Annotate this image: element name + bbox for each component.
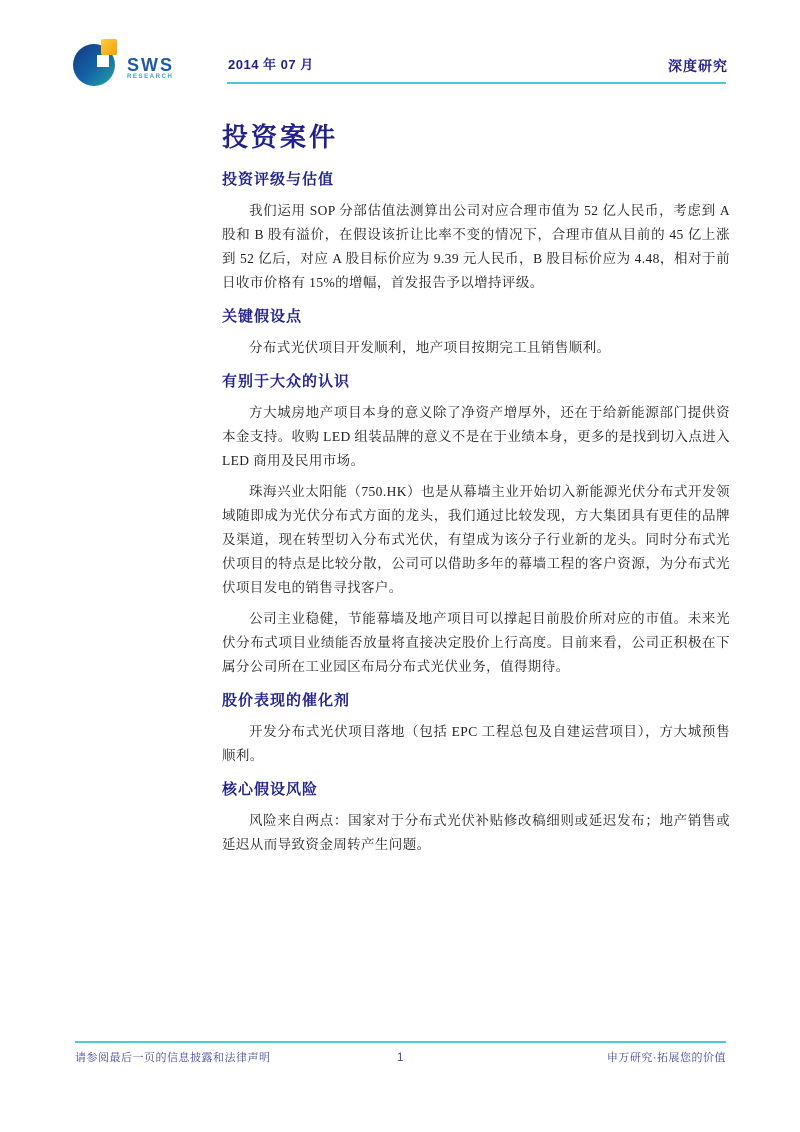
header-divider: [227, 82, 726, 84]
paragraph: 公司主业稳健，节能幕墙及地产项目可以撑起目前股价所对应的市值。未来光伏分布式项目业绩能否放量将直接决定股价上行高度。目前来看，公司正积极在下属分公司所在工业园区布局分布式光伏业务，值得期待。: [222, 611, 730, 674]
logo-subtext: RESEARCH: [127, 74, 174, 80]
section-key-assumptions: [222, 307, 730, 360]
section-rating-valuation: [222, 170, 730, 295]
report-body: [222, 120, 730, 864]
paragraph: 珠海兴业太阳能（750.HK）也是从幕墙主业开始切入新能源光伏分布式开发领域随即成为光伏分布式方面的龙头，我们通过比较发现，方大集团具有更佳的品牌及渠道，现在转型切入分布式光伏，有望成为该分子行业新的龙头。同时分布式光伏项目的特点是比较分散，公司可以借助多年的幕墙工程的客户资源，为分布式光伏项目发电的销售寻找客户。: [222, 484, 730, 595]
paragraph: 方大城房地产项目本身的意义除了净资产增厚外，还在于给新能源部门提供资本金支持。收购 LED 组装品牌的意义不是在于业绩本身，更多的是找到切入点进入 LED 商用及民用市场。: [222, 405, 730, 468]
section-heading: 核心假设风险: [222, 781, 319, 798]
section-catalysts: [222, 691, 730, 768]
paragraph: 分布式光伏项目开发顺利，地产项目按期完工且销售顺利。: [249, 340, 611, 355]
section-heading: 股价表现的催化剂: [222, 692, 351, 709]
sws-logo-icon: [72, 34, 120, 93]
report-type-label: 深度研究: [668, 58, 728, 74]
paragraph: 我们运用 SOP 分部估值法测算出公司对应合理市值为 52 亿人民币，考虑到 A 股和 B 股有溢价，在假设该折让比率不变的情况下，合理市值从目前的 45 亿上涨到 52 亿后，对应 A 股目标价应为 9.39 元人民币，B 股目标价应为 4.48，相对于前日收市价格有 15%的增幅，首发报告予以增持评级。: [222, 203, 730, 290]
footer-disclaimer: 请参阅最后一页的信息披露和法律声明: [75, 1052, 271, 1064]
footer-slogan: 申万研究·拓展您的价值: [606, 1052, 726, 1064]
logo-wordmark: SWS: [127, 55, 175, 75]
page-footer: [75, 1049, 726, 1065]
page-title: 投资案件: [222, 122, 339, 152]
report-date: 2014 年 07 月: [228, 57, 314, 72]
sws-logo: [72, 34, 174, 93]
section-heading: 关键假设点: [222, 308, 303, 325]
section-differentiated-view: [222, 372, 730, 679]
section-core-risks: [222, 780, 730, 857]
section-heading: 有别于大众的认识: [222, 373, 351, 390]
section-heading: 投资评级与估值: [222, 171, 335, 188]
paragraph: 开发分布式光伏项目落地（包括 EPC 工程总包及自建运营项目），方大城预售顺利。: [222, 724, 730, 763]
page-number: 1: [397, 1052, 404, 1064]
footer-divider: [75, 1041, 726, 1043]
paragraph: 风险来自两点：国家对于分布式光伏补贴修改稿细则或延迟发布；地产销售或延迟从而导致资金周转产生问题。: [222, 813, 730, 852]
